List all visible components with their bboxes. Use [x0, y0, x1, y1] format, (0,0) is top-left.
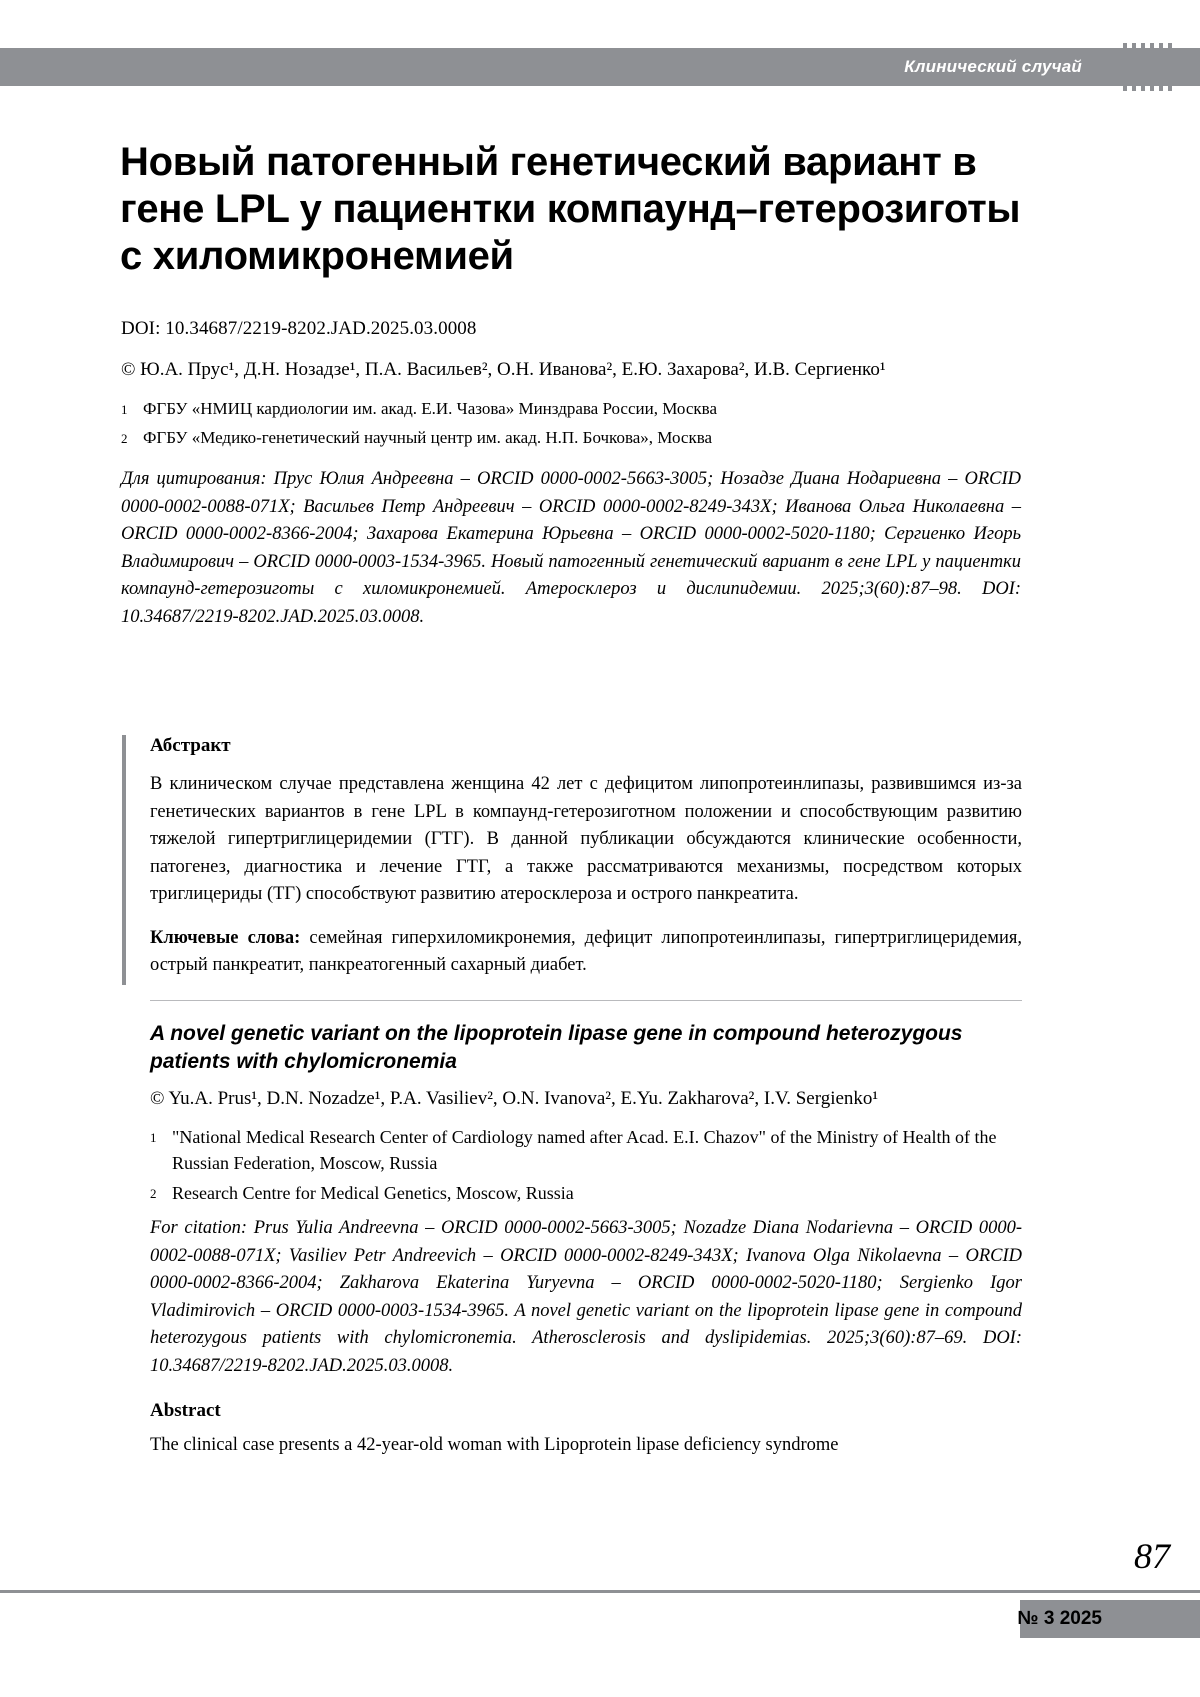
- affiliation-marker: 1: [121, 402, 128, 417]
- divider: [150, 1000, 1022, 1001]
- affiliation-text: Research Centre for Medical Genetics, Moscow, Russia: [172, 1183, 574, 1203]
- affiliation-item: [121, 426, 1021, 451]
- page-title: Новый патогенный генетический вариант в гене LPL у пациентки компаунд–гетерозиготы с хиломикронемией: [120, 139, 1021, 278]
- affiliation-text: "National Medical Research Center of Cardiology named after Acad. E.I. Chazov" of the Ministry of Health of the Russian Federation, Moscow, Russia: [172, 1127, 997, 1173]
- keywords-ru-label: Ключевые слова:: [150, 927, 301, 948]
- footer-rule: [0, 1590, 1200, 1593]
- affiliations-ru: [121, 397, 1021, 455]
- affiliation-item: [150, 1124, 1030, 1176]
- page-number: 87: [1134, 1536, 1170, 1576]
- header-bars-decoration: [1100, 43, 1172, 91]
- abstract-left-rule: [122, 735, 126, 985]
- affiliation-text: ФГБУ «НМИЦ кардиологии им. акад. Е.И. Чазова» Минздрава России, Москва: [143, 399, 717, 418]
- keywords-ru-text: семейная гиперхиломикронемия, дефицит липопротеинлипазы, гипертриглицеридемия, острый панкреатит, панкреатогенный сахарный диабет.: [150, 927, 1022, 975]
- abstract-ru-block: [150, 735, 1022, 980]
- affiliations-en: [150, 1124, 1030, 1211]
- affiliation-marker: 1: [150, 1130, 157, 1145]
- citation-ru: Для цитирования: Прус Юлия Андреевна – ORCID 0000-0002-5663-3005; Нозадзе Диана Нодариевна – ORCID 0000-0002-0088-071X; Васильев Петр Андреевич – ORCID 0000-0002-8249-343X; Иванова Ольга Николаевна – ORCID 0000-0002-8366-2004; Захарова Екатерина Юрьевна – ORCID 0000-0002-5020-1180; Сергиенко Игорь Владимирович – ORCID 0000-0003-1534-3965. Новый патогенный генетический вариант в гене LPL у пациентки компаунд-гетерозиготы с хиломикронемией. Атеросклероз и дислипидемии. 2025;3(60):87–98. DOI: 10.34687/2219-8202.JAD.2025.03.0008.: [121, 469, 1021, 627]
- affiliation-text: ФГБУ «Медико-генетический научный центр им. акад. Н.П. Бочкова», Москва: [143, 428, 713, 447]
- citation-en: For citation: Prus Yulia Andreevna – ORCID 0000-0002-5663-3005; Nozadze Diana Nodarievna – ORCID 0000-0002-0088-071X; Vasiliev Petr Andreevich – ORCID 0000-0002-8249-343X; Ivanova Olga Nikolaevna – ORCID 0000-0002-8366-2004; Zakharova Ekaterina Yuryevna – ORCID 0000-0002-5020-1180; Sergienko Igor Vladimirovich – ORCID 0000-0003-1534-3965. A novel genetic variant on the lipoprotein lipase gene in compound heterozygous patients with chylomicronemia. Atherosclerosis and dyslipidemias. 2025;3(60):87–69. DOI: 10.34687/2219-8202.JAD.2025.03.0008.: [150, 1218, 1022, 1376]
- abstract-en-text: The clinical case presents a 42-year-old woman with Lipoprotein lipase deficiency syndrome: [150, 1435, 839, 1455]
- authors-ru: © Ю.А. Прус¹, Д.Н. Нозадзе¹, П.А. Васильев², О.Н. Иванова², Е.Ю. Захарова², И.В. Сергиенко¹: [121, 359, 886, 380]
- abstract-ru-text: В клиническом случае представлена женщина 42 лет с дефицитом липопротеинлипазы, развившимся из-за генетических вариантов в гене LPL в компаунд-гетерозиготном положении и способствующим развитию тяжелой гипертриглицеридемии (ГТГ). В данной публикации обсуждаются клинические особенности, патогенез, диагностика и лечение ГТГ, а также рассматриваются механизмы, посредством которых триглицериды (ТГ) способствуют развитию атеросклероза и острого панкреатита.: [150, 774, 1022, 904]
- affiliation-item: [121, 397, 1021, 422]
- section-label: Клинический случай: [904, 57, 1082, 76]
- abstract-ru-heading: Абстракт: [150, 735, 231, 756]
- affiliation-marker: 2: [150, 1186, 157, 1201]
- page-title-en: A novel genetic variant on the lipoprotein lipase gene in compound heterozygous patients with chylomicronemia: [150, 1022, 963, 1073]
- footer-band-mask: [0, 1600, 1020, 1638]
- affiliation-marker: 2: [121, 431, 128, 446]
- affiliation-item: [150, 1180, 1030, 1207]
- doi: DOI: 10.34687/2219-8202.JAD.2025.03.0008: [121, 318, 477, 339]
- footer-issue: № 3 2025: [1017, 1608, 1102, 1629]
- keywords-ru: [150, 925, 1022, 980]
- abstract-en-heading: Abstract: [150, 1400, 221, 1421]
- authors-en: © Yu.A. Prus¹, D.N. Nozadze¹, P.A. Vasiliev², O.N. Ivanova², E.Yu. Zakharova², I.V. Sergienko¹: [150, 1088, 879, 1109]
